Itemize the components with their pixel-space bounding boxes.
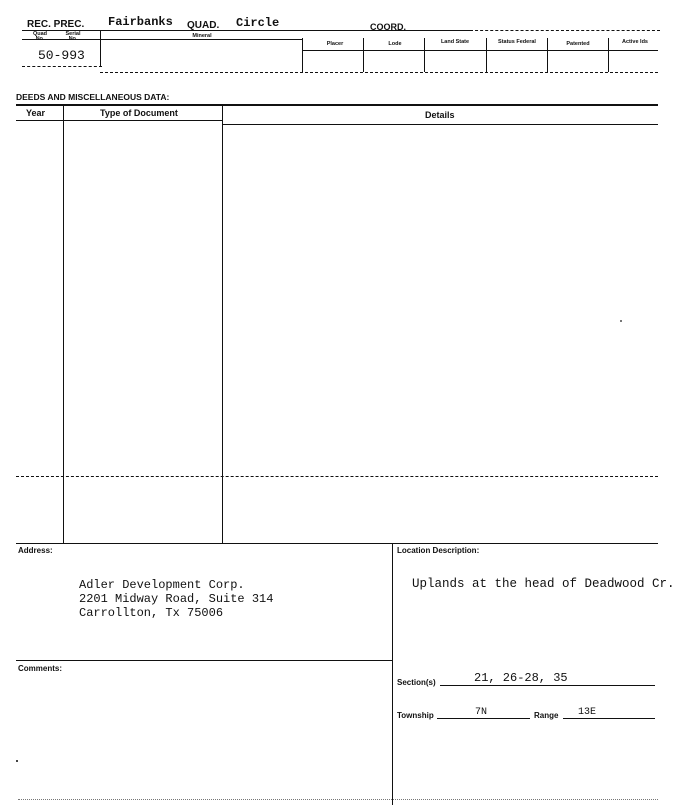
deeds-header-rule — [16, 120, 222, 121]
quad-label: QUAD. — [187, 20, 220, 31]
deeds-col-year: Year — [26, 108, 46, 118]
deeds-top-rule — [16, 104, 658, 106]
deeds-mid-dashed-rule — [16, 476, 658, 477]
quad-no-label: Quad No. — [32, 31, 48, 42]
rec-prec-label: REC. PREC. — [27, 19, 85, 30]
col-lode-label: Lode — [388, 41, 402, 47]
deeds-divider-type — [222, 105, 223, 543]
coord-label: COORD. — [370, 22, 406, 32]
deeds-section-title: DEEDS AND MISCELLANEOUS DATA: — [16, 92, 170, 102]
location-label: Location Description: — [397, 546, 480, 555]
header-divider-patented — [547, 38, 548, 72]
sections-underline — [440, 685, 655, 686]
quad-value: Circle — [236, 16, 280, 30]
col-status-federal-label: Status Federal — [498, 39, 536, 45]
header-col-rule — [22, 39, 302, 40]
col-land-state-label: Land State — [440, 39, 470, 45]
comments-label: Comments: — [18, 664, 63, 673]
col-patented-label: Patented — [566, 41, 590, 47]
scan-noise-bottom — [18, 799, 658, 800]
header-divider-serial — [100, 31, 101, 66]
scan-speck — [16, 760, 18, 762]
col-active-label: Active Ids — [622, 39, 648, 45]
range-value: 13E — [578, 707, 597, 718]
header-bottom-rule — [22, 66, 102, 67]
col-placer-label: Placer — [326, 41, 344, 47]
header-divider-lode — [363, 38, 364, 72]
deeds-col-details: Details — [425, 110, 455, 120]
header-top-rule-dashed — [470, 30, 660, 31]
header-divider-land — [424, 38, 425, 72]
township-label: Township — [397, 711, 434, 720]
sections-value: 21, 26-28, 35 — [474, 671, 568, 685]
header-divider-placer — [302, 38, 303, 72]
address-line-3: Carrollton, Tx 75006 — [79, 606, 224, 620]
lower-divider — [392, 543, 393, 805]
header-divider-active — [608, 38, 609, 72]
header-bottom-rule-right — [100, 72, 658, 73]
serial-no-label: Serial No. — [65, 31, 81, 42]
location-description: Uplands at the head of Deadwood Cr. — [412, 577, 675, 591]
address-line-2: 2201 Midway Road, Suite 314 — [79, 592, 274, 606]
quad-serial-value: 50-993 — [38, 48, 85, 63]
scan-speck-2 — [620, 320, 622, 322]
rec-prec-value: Fairbanks — [108, 15, 173, 29]
range-underline — [563, 718, 655, 719]
range-label: Range — [534, 711, 559, 720]
sections-label: Section(s) — [397, 678, 436, 687]
deeds-divider-year — [63, 105, 64, 543]
township-value: 7N — [475, 707, 488, 718]
address-bottom-rule — [16, 660, 392, 661]
address-label: Address: — [18, 546, 53, 555]
township-underline — [437, 718, 530, 719]
address-line-1: Adler Development Corp. — [79, 578, 245, 592]
header-divider-status — [486, 38, 487, 72]
deeds-header-rule-right — [222, 124, 658, 125]
mineral-label: Mineral — [192, 33, 212, 39]
header-top-rule — [22, 30, 470, 31]
deeds-col-type: Type of Document — [100, 108, 178, 118]
header-col-rule-right — [302, 50, 658, 51]
deeds-bottom-rule — [16, 543, 658, 544]
